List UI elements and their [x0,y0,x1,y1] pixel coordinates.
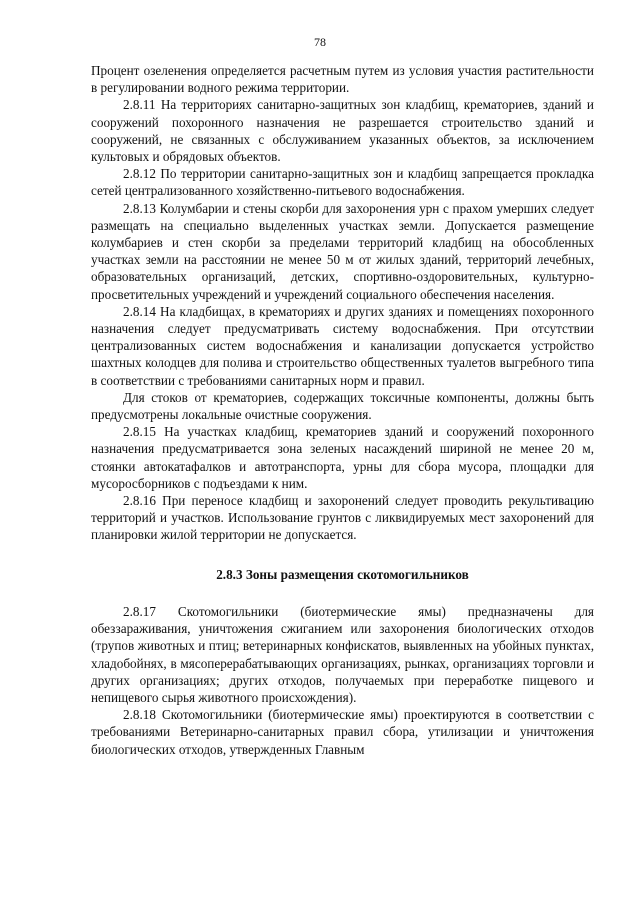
paragraph-2-8-17: 2.8.17 Скотомогильники (биотермические ямы) предназначены для обеззараживания, уничтожения сжиганием или захоронения биологических отходов (трупов животных и птиц; ветеринарных конфискатов, выявленных на убойных пунктах, хладобойнях, в мясоперерабатывающих организациях, рынках, организациях торговли и других организациях; других отходов, получаемых при переработке пищевого и непищевого сырья животного происхождения). [91,603,594,705]
paragraph-2-8-12: 2.8.12 По территории санитарно-защитных зон и кладбищ запрещается прокладка сетей централизованного хозяйственно-питьевого водоснабжения. [91,166,594,199]
paragraph-2-8-16: 2.8.16 При переносе кладбищ и захоронений следует проводить рекультивацию территорий и участков. Использование грунтов с ликвидируемых мест захоронений для планировки жилой территории не допускается. [91,493,594,543]
paragraph-2-8-13: 2.8.13 Колумбарии и стены скорби для захоронения урн с прахом умерших следует размещать на специально выделенных участках земли. Допускается размещение колумбариев и стен скорби за пределами территорий кладбищ на обособленных участках земли на расстоянии не менее 50 м от жилых зданий, территорий лечебных, образовательных организаций, детских, спортивно-оздоровительных, культурно-просветительных учреждений и учреждений социального обеспечения населения. [91,200,594,302]
document-body [91,62,594,758]
paragraph-crematoria-drains: Для стоков от крематориев, содержащих токсичные компоненты, должны быть предусмотрены локальные очистные сооружения. [91,389,594,423]
paragraph-2-8-15: 2.8.15 На участках кладбищ, крематориев зданий и сооружений похоронного назначения предусматривается зона зеленых насаждений шириной не менее 20 м, стоянки автокатафалков и автотранспорта, урны для сбора мусора, площадки для мусоросборников с подъездами к ним. [91,424,594,491]
page-number: 78 [314,35,326,49]
section-heading: 2.8.3 Зоны размещения скотомогильников [216,566,469,582]
paragraph-2-8-14: 2.8.14 На кладбищах, в крематориях и других зданиях и помещениях похоронного назначения следует предусматривать систему водоснабжения. При отсутствии централизованных систем водоснабжения и канализации допускается устройство шахтных колодцев для полива и строительство общественных туалетов выгребного типа в соответствии с требованиями санитарных норм и правил. [91,303,594,388]
paragraph-2-8-11: 2.8.11 На территориях санитарно-защитных зон кладбищ, крематориев, зданий и сооружений похоронного назначения не разрешается строительство зданий и сооружений, не связанных с обслуживанием указанных объектов, за исключением культовых и обрядовых объектов. [91,97,594,165]
paragraph-2-8-18: 2.8.18 Скотомогильники (биотермические ямы) проектируются в соответствии с требованиями Ветеринарно-санитарных правил сбора, утилизации и уничтожения биологических отходов, утвержденных Главным [91,707,594,757]
paragraph-greening: Процент озеленения определяется расчетным путем из условия участия растительности в регулировании водного режима территории. [91,63,594,96]
